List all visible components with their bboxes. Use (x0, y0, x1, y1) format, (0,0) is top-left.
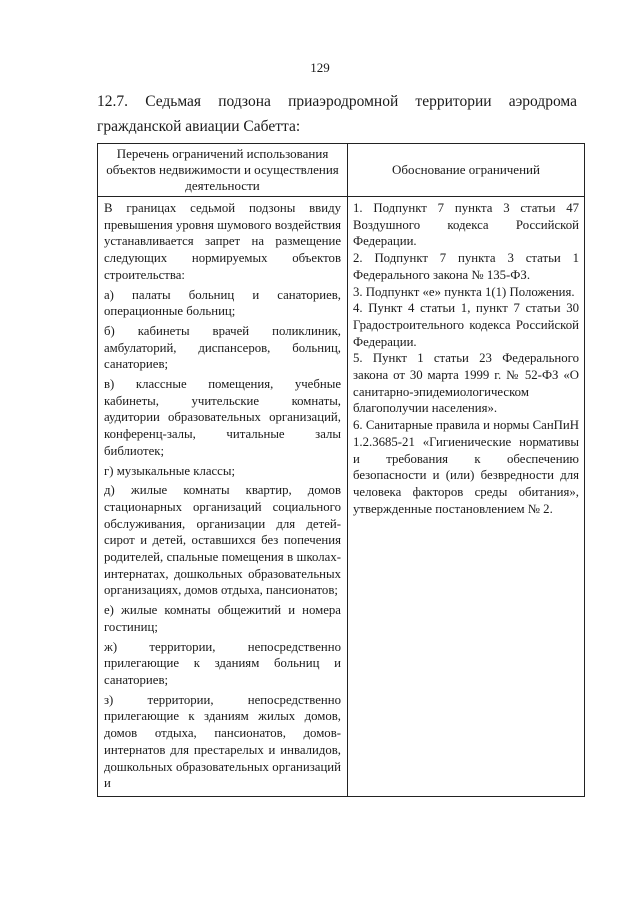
justification-item-2: 2. Подпункт 7 пункта 3 статьи 1 Федерального закона № 135-ФЗ. (353, 251, 579, 282)
column-header-justification (348, 144, 585, 197)
restrictions-table (97, 143, 585, 797)
page-number: 129 (310, 60, 330, 75)
column-header-justification-text: Обоснование ограничений (392, 162, 540, 177)
justification-item-6: 6. Санитарные правила и нормы СанПиН 1.2.3685-21 «Гигиенические нормативы и требования к обеспечению безопасности и (или) безвредности для человека факторов среды обитания», утвержденные постановлением № 2. (353, 418, 579, 516)
restriction-item-zh: ж) территории, непосредственно прилегающие к зданиям больниц и санаториев; (104, 639, 341, 687)
restrictions-cell (98, 197, 348, 797)
restriction-item-e: е) жилые комнаты общежитий и номера гостиниц; (104, 603, 341, 634)
justification-item-3: 3. Подпункт «е» пункта 1(1) Положения. (353, 284, 575, 299)
section-heading-continuation: гражданской авиации Сабетта: (97, 118, 301, 135)
restriction-item-g: г) музыкальные классы; (104, 463, 236, 478)
table-row (98, 197, 585, 797)
restriction-intro: В границах седьмой подзоны ввиду превышения уровня шумового воздействия устанавливается запрет на размещение следующих нормируемых объектов строительства: (104, 201, 341, 282)
restriction-item-v: в) классные помещения, учебные кабинеты, учительские комнаты, аудитории образовательных организаций, конференц-залы, читальные залы библиотек; (104, 377, 341, 458)
column-header-restrictions (98, 144, 348, 197)
justification-item-4: 4. Пункт 4 статьи 1, пункт 7 статьи 30 Градостроительного кодекса Российской Федерации. (353, 301, 579, 349)
column-header-restrictions-text: Перечень ограничений использования объектов недвижимости и осуществления деятельности (106, 146, 339, 193)
restriction-item-b: б) кабинеты врачей поликлиник, амбулаторий, диспансеров, больниц, санаториев; (104, 323, 341, 372)
restriction-item-d: д) жилые комнаты квартир, домов стационарных организаций социального обслуживания, организации для детей-сирот и детей, оставшихся без попечения родителей, спальные помещения в школах-интернатах, дошкольных образовательных организациях, домов отдыха, пансионатов; (104, 483, 341, 598)
table-header-row (98, 144, 585, 197)
justification-cell (348, 197, 585, 797)
restriction-item-a: а) палаты больниц и санаториев, операционные больниц; (104, 287, 341, 319)
justification-item-1: 1. Подпункт 7 пункта 3 статьи 47 Воздушного кодекса Российской Федерации. (353, 201, 579, 249)
section-heading: 12.7. Седьмая подзона приаэродромной территории аэродрома (97, 93, 577, 110)
justification-item-5: 5. Пункт 1 статьи 23 Федерального закона от 30 марта 1999 г. № 52-ФЗ «О санитарно-эпидемиологическом благополучии населения». (353, 351, 579, 416)
restriction-item-z: з) территории, непосредственно прилегающие к зданиям жилых домов, домов отдыха, пансионатов, домов-интернатов для престарелых и инвалидов, дошкольных образовательных организаций и (104, 692, 341, 791)
